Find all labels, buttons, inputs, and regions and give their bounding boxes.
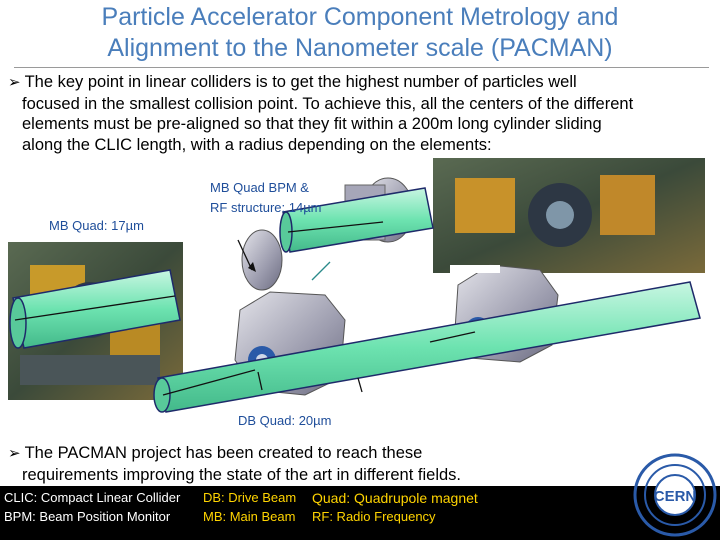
label-mb-quad: MB Quad: 17µm — [49, 218, 144, 233]
label-db-quad: DB Quad: 20µm — [238, 413, 332, 428]
bullet1-line-4: along the CLIC length, with a radius depending on the elements: — [22, 135, 492, 154]
glossary-rf: RF: Radio Frequency — [312, 509, 436, 524]
cern-logo — [632, 452, 718, 543]
photo-gap — [450, 265, 500, 273]
title-line-1: Particle Accelerator Component Metrology and — [101, 3, 619, 31]
label-mb-quad-bpm-line-1: MB Quad BPM & — [210, 180, 309, 195]
cern-logo-icon — [632, 452, 718, 538]
top-right-photo — [433, 158, 705, 273]
bullet1-line-2: focused in the smallest collision point. To achieve this, all the centers of the different — [22, 94, 634, 113]
cern-logo-text: CERN — [653, 488, 697, 505]
bullet2-line-1: The PACMAN project has been created to reach these — [24, 444, 423, 462]
glossary-footer — [0, 486, 720, 540]
bullet1-line-1: The key point in linear colliders is to get the highest number of particles well — [24, 73, 577, 91]
glossary-mb: MB: Main Beam — [203, 509, 296, 524]
glossary-clic: CLIC: Compact Linear Collider — [4, 490, 181, 505]
glossary-quad: Quad: Quadrupole magnet — [312, 490, 478, 506]
label-mb-quad-bpm-line-2: RF structure: 14µm — [210, 200, 322, 215]
bullet1-line-3: elements must be pre-aligned so that they fit within a 200m long cylinder sliding — [22, 115, 602, 133]
glossary-db: DB: Drive Beam — [203, 490, 297, 505]
glossary-bpm: BPM: Beam Position Monitor — [4, 509, 171, 524]
bullet2-line-2: requirements improving the state of the art in different fields. — [22, 465, 462, 484]
arrow-bullet-icon: ➢ — [8, 74, 21, 91]
title-line-2: Alignment to the Nanometer scale (PACMAN) — [107, 34, 613, 62]
arrow-bullet-icon: ➢ — [8, 445, 21, 462]
bullet-pacman-project — [8, 443, 580, 485]
label-mb-quad-bpm — [210, 178, 322, 218]
